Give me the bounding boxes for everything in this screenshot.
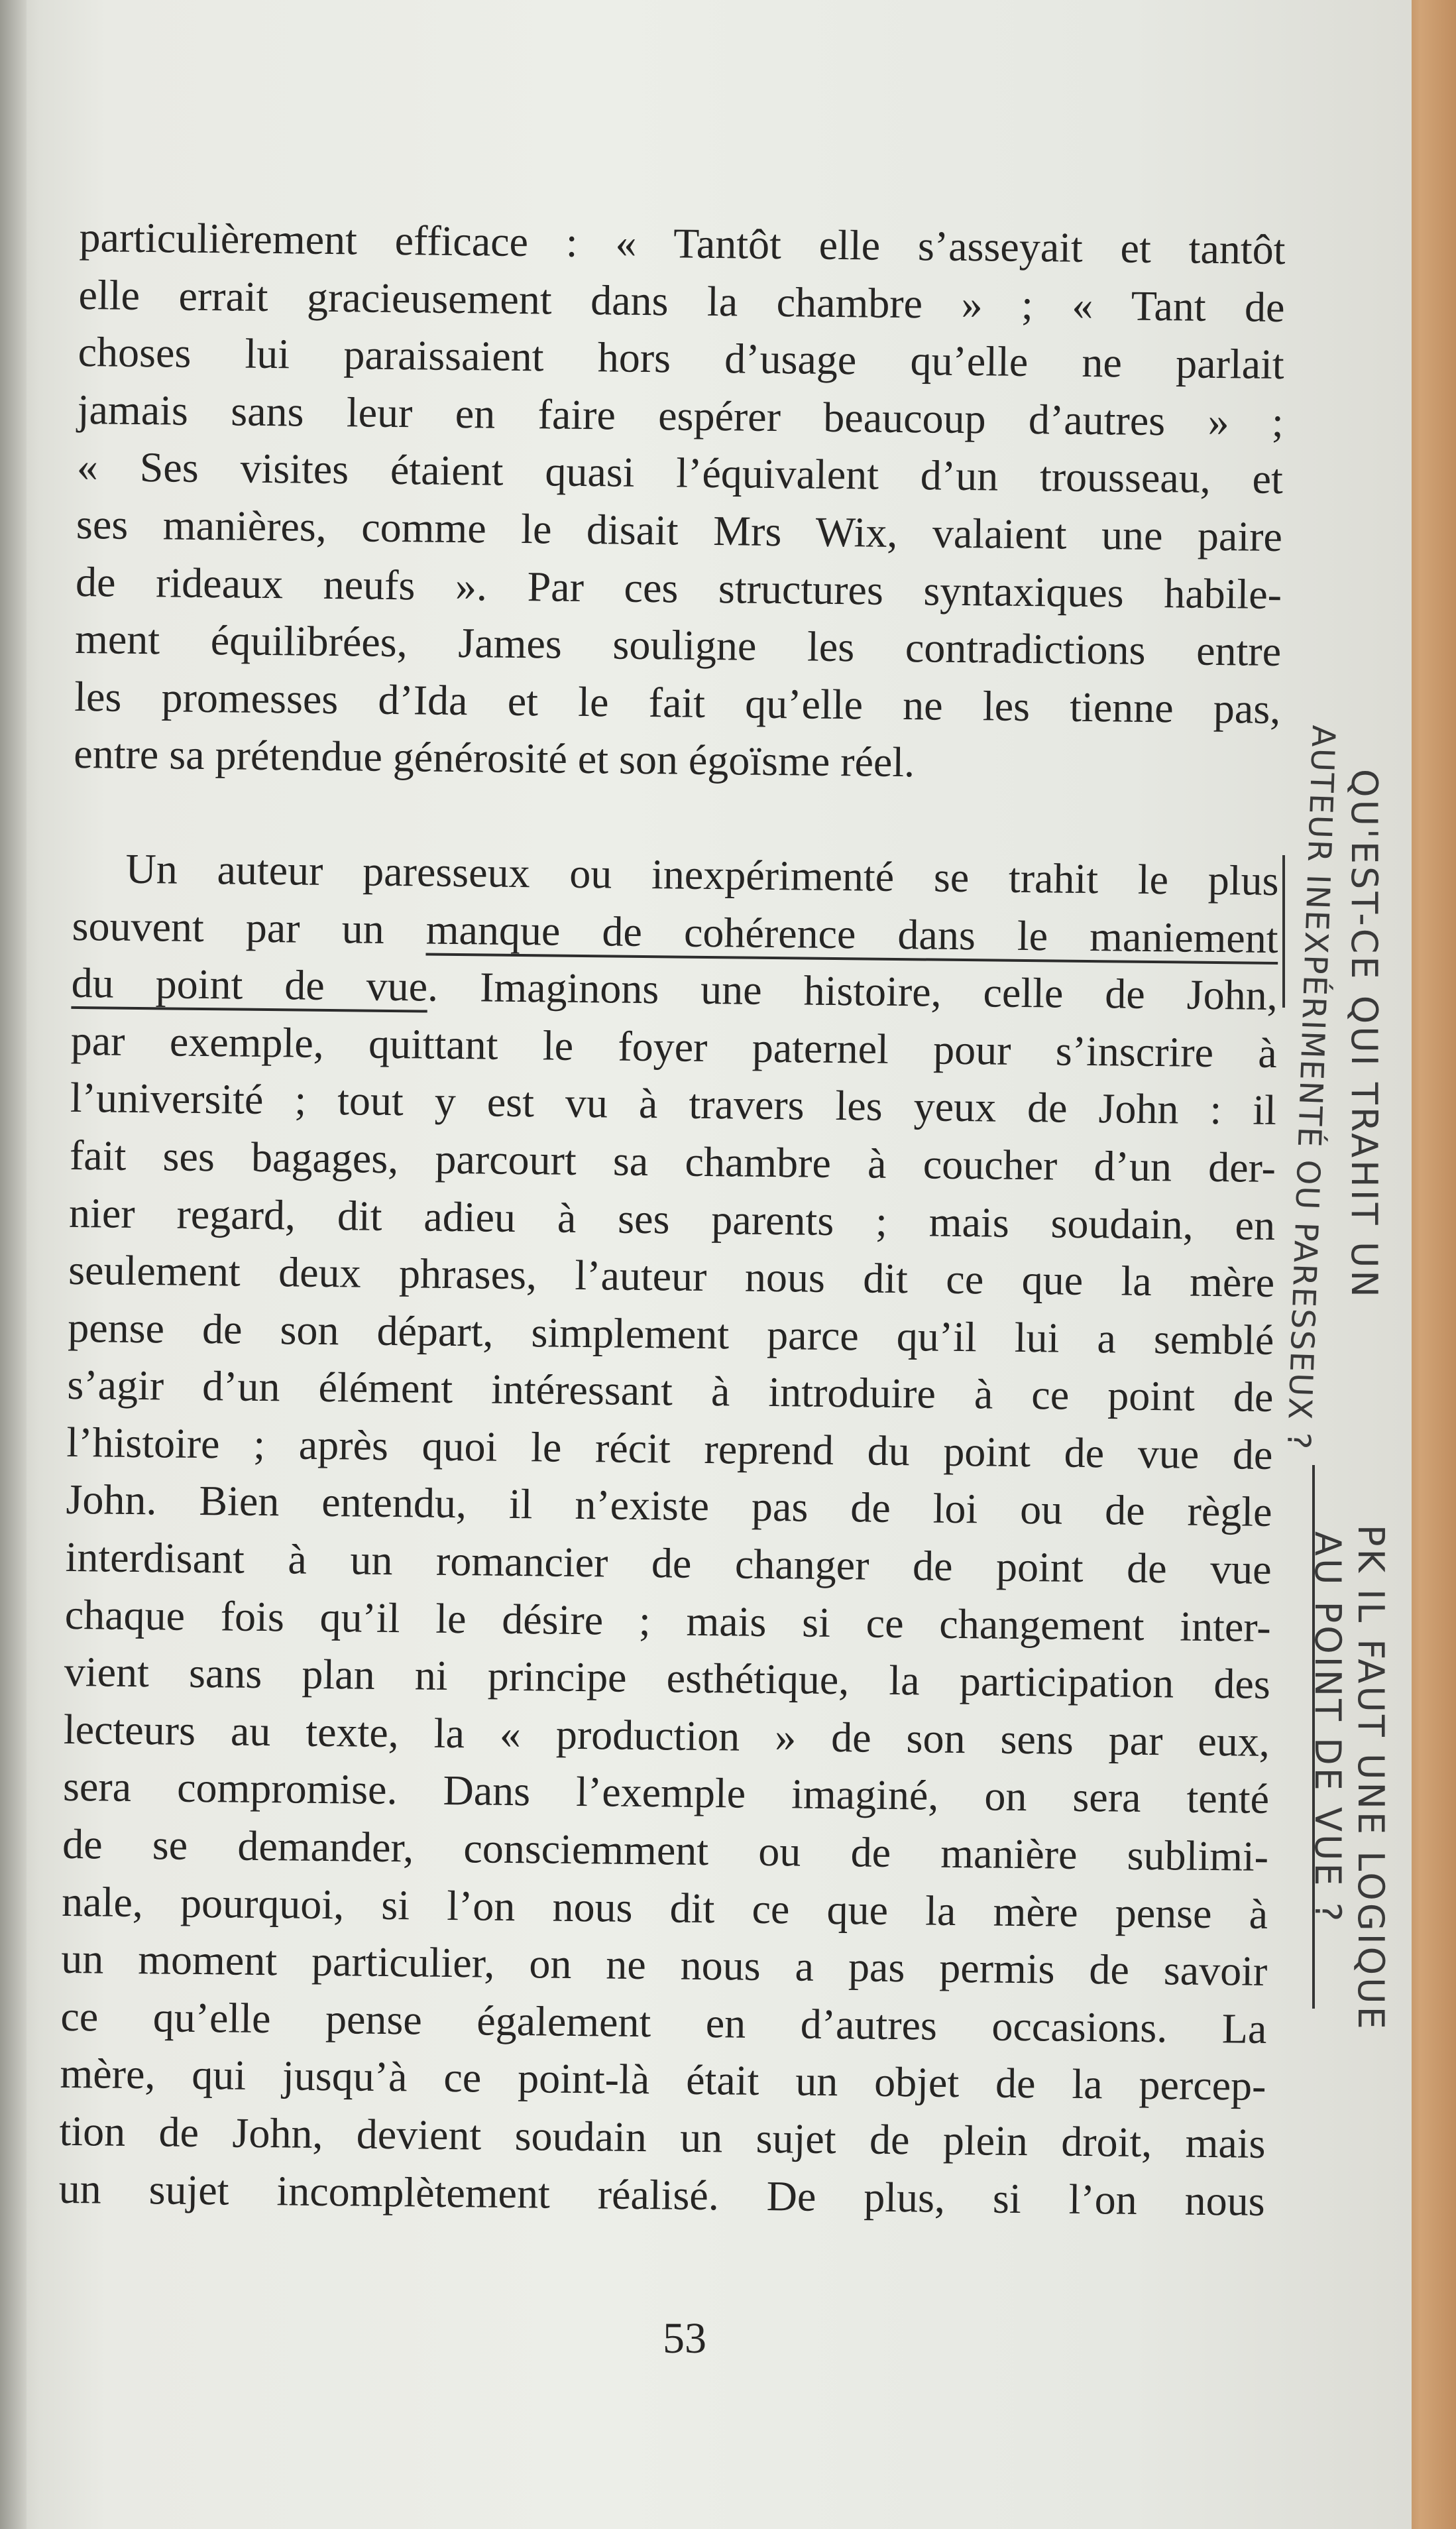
body-text — [58, 209, 1286, 2230]
text-line: nale, pourquoi, si l’on nous dit ce que la mère pense à — [61, 1877, 1268, 1938]
text-line: John. Bien entendu, il n’existe pas de loi ou de règle — [66, 1476, 1272, 1536]
text-line: de rideaux neufs ». Par ces structures syntaxiques habile- — [75, 558, 1282, 618]
underlined-text: manque de cohérence dans le maniement — [425, 906, 1278, 962]
text-line: choses lui paraissaient hors d’usage qu’elle ne parlait — [78, 328, 1285, 388]
paragraph-2 — [58, 840, 1279, 2230]
text-line: tion de John, devient soudain un sujet de plein droit, mais — [59, 2107, 1266, 2167]
text-line: par exemple, quittant le foyer paternel pour s’inscrire à — [70, 1016, 1278, 1077]
text-line: elle errait gracieusement dans la chambre » ; « Tant de — [78, 270, 1285, 331]
underlined-text: du point de vue — [71, 959, 428, 1010]
page-number: 53 — [663, 2314, 706, 2363]
text-line: « Ses visites étaient quasi l’équivalent d’un trousseau, et — [76, 443, 1284, 503]
text-line: particulièrement efficace : « Tantôt elle s’asseyait et tantôt — [79, 213, 1286, 274]
text-line: jamais sans leur en faire espérer beaucoup d’autres » ; — [77, 385, 1284, 445]
text-line: Un auteur paresseux ou inexpérimenté se trahit le plus — [125, 845, 1279, 904]
text-fragment: souvent par un — [72, 902, 427, 953]
text-line: l’histoire ; après quoi le récit reprend du point de vue de — [66, 1418, 1273, 1478]
text-line: seulement deux phrases, l’auteur nous dit ce que la mère — [68, 1246, 1275, 1307]
text-line: de se demander, consciemment ou de manière sublimi- — [62, 1820, 1269, 1880]
text-fragment: . Imaginons une histoire, celle de John, — [427, 963, 1278, 1020]
text-line: s’agir d’un élément intéressant à introduire à ce point de — [67, 1361, 1274, 1421]
handwritten-note-2-line-1: PK IL FAUT UNE LOGIQUE — [1350, 1525, 1392, 2032]
handwritten-note-1-line-1: QU'EST-CE QUI TRAHIT UN — [1343, 769, 1385, 1300]
text-line: ses manières, comme le disait Mrs Wix, valaient une paire — [76, 500, 1283, 560]
text-line: mère, qui jusqu’à ce point-là était un objet de la percep- — [60, 2050, 1266, 2110]
text-line: les promesses d’Ida et le fait qu’elle ne les tienne pas, — [74, 672, 1281, 733]
text-line: lecteurs au texte, la « production » de son sens par eux, — [63, 1705, 1270, 1765]
text-line: un moment particulier, on ne nous a pas permis de savoir — [60, 1935, 1268, 1995]
text-line: un sujet incomplètement réalisé. De plus, si l’on nous — [58, 2164, 1266, 2225]
text-line: interdisant à un romancier de changer de point de vue — [65, 1533, 1272, 1594]
handwritten-note-1-line-2: AUTEUR INEXPÉRIMENTÉ OU PARESSEUX ? — [1279, 725, 1342, 1451]
text-line: ce qu’elle pense également en d’autres occasions. La — [60, 1992, 1267, 2052]
margin-bracket-1 — [1262, 855, 1285, 1008]
text-line: sera compromise. Dans l’exemple imaginé, on sera tenté — [62, 1763, 1270, 1823]
text-line: vient sans plan ni principe esthétique, la participation des — [64, 1648, 1271, 1708]
text-line: pense de son départ, simplement parce qu’il lui a semblé — [67, 1303, 1274, 1364]
text-line: fait ses bagages, parcourt sa chambre à coucher d’un der- — [69, 1131, 1276, 1191]
text-line: entre sa prétendue générosité et son égoïsme réel. — [74, 730, 915, 786]
text-line: l’université ; tout y est vu à travers les yeux de John : il — [70, 1074, 1277, 1134]
paragraph-1 — [74, 209, 1286, 795]
text-line: nier regard, dit adieu à ses parents ; mais soudain, en — [68, 1189, 1276, 1249]
handwritten-note-2-line-2: AU POINT DE VUE ? — [1307, 1531, 1349, 1924]
page-gutter — [0, 0, 27, 2529]
text-line: ment équilibrées, James souligne les contradictions entre — [74, 615, 1282, 676]
text-line: chaque fois qu’il le désire ; mais si ce changement inter- — [64, 1590, 1272, 1651]
